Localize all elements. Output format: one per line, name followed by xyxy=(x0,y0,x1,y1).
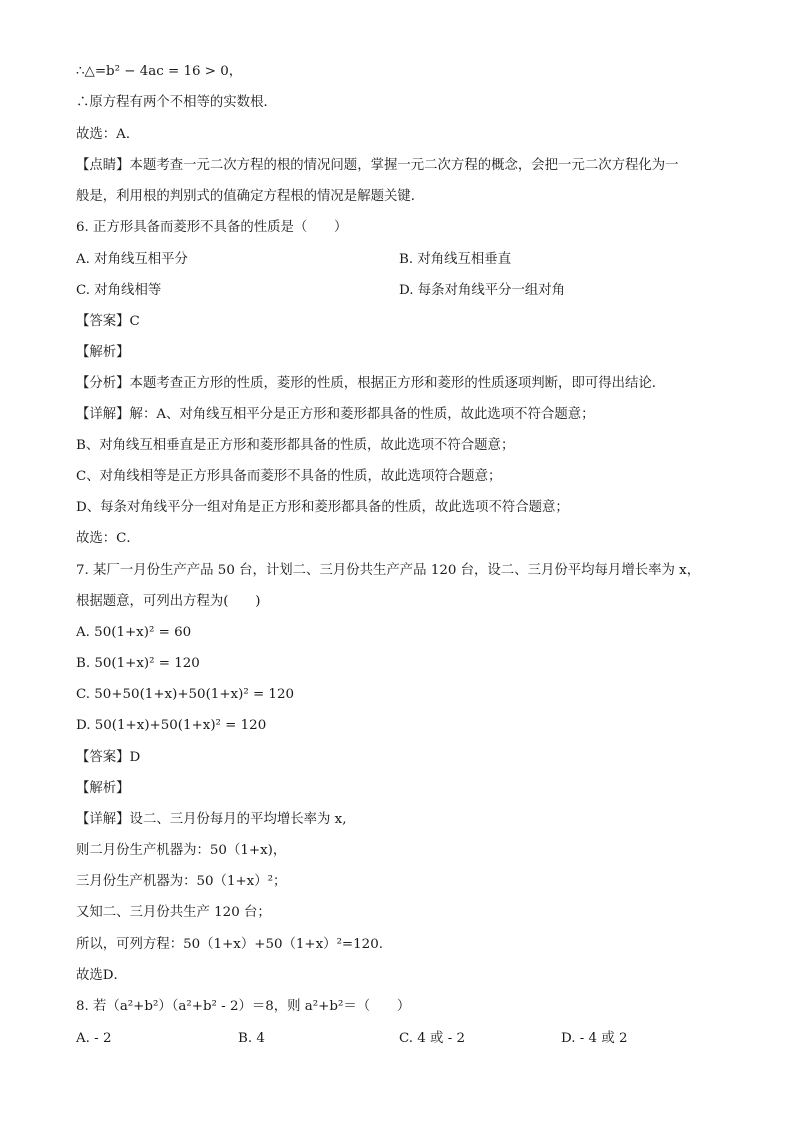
q6-choice: 故选：C． xyxy=(76,531,140,546)
conclusion-line: ∴原方程有两个不相等的实数根． xyxy=(76,95,277,110)
question-7-stem-2: 根据题意，可列出方程为( ) xyxy=(76,594,261,609)
answer-choice-line: 故选：A． xyxy=(76,127,140,142)
q6-option-c: C. 对角线相等 xyxy=(76,283,162,298)
q6-option-a: A. 对角线互相平分 xyxy=(76,252,188,267)
q7-detail-4: 又知二、三月份共生产 120 台； xyxy=(76,905,271,920)
question-6-stem: 6. 正方形具备而菱形不具备的性质是（ ） xyxy=(76,220,348,235)
q7-option-a: A. 50(1+x)² = 60 xyxy=(76,625,192,640)
q8-option-a: A. - 2 xyxy=(76,1031,112,1046)
q7-option-c: C. 50+50(1+x)+50(1+x)² = 120 xyxy=(76,687,294,702)
comment-line-1: 【点睛】本题考查一元二次方程的根的情况问题，掌握一元二次方程的概念，会把一元二次方程化为一 xyxy=(76,158,679,173)
discriminant-line: ∴△=b² − 4ac = 16 > 0， xyxy=(76,64,243,79)
q8-option-d: D. - 4 或 2 xyxy=(561,1031,628,1046)
q7-analysis-heading: 【解析】 xyxy=(76,781,130,796)
q7-detail-3: 三月份生产机器为：50（1+x）²； xyxy=(76,874,287,889)
question-7-stem-1: 7. 某厂一月份生产产品 50 台，计划二、三月份共生产产品 120 台，设二、三月份平均每月增长率为 x， xyxy=(76,563,701,578)
q6-analysis: 【分析】本题考查正方形的性质，菱形的性质，根据正方形和菱形的性质逐项判断，即可得出结论． xyxy=(76,376,666,391)
q7-option-b: B. 50(1+x)² = 120 xyxy=(76,656,200,671)
q7-detail-2: 则二月份生产机器为：50（1+x)， xyxy=(76,843,287,858)
q8-option-c: C. 4 或 - 2 xyxy=(399,1031,466,1046)
q7-option-d: D. 50(1+x)+50(1+x)² = 120 xyxy=(76,718,267,733)
q7-detail-1: 【详解】设二、三月份每月的平均增长率为 x, xyxy=(76,812,347,827)
q6-detail-b: B、对角线互相垂直是正方形和菱形都具备的性质，故此选项不符合题意； xyxy=(76,438,515,453)
q6-detail-d: D、每条对角线平分一组对角是正方形和菱形都具备的性质，故此选项不符合题意； xyxy=(76,500,569,515)
comment-line-2: 般是，利用根的判别式的值确定方程根的情况是解题关键． xyxy=(76,189,425,204)
q6-option-b: B. 对角线互相垂直 xyxy=(399,252,512,267)
q7-choice: 故选D． xyxy=(76,968,127,983)
q8-option-b: B. 4 xyxy=(238,1031,265,1046)
q7-answer: 【答案】D xyxy=(76,750,141,765)
question-8-stem: 8. 若（a²+b²）（a²+b² - 2）＝8，则 a²+b²＝（ ） xyxy=(76,999,411,1014)
q6-detail-a: 【详解】解：A、对角线互相平分是正方形和菱形都具备的性质，故此选项不符合题意； xyxy=(76,407,595,422)
q6-analysis-heading: 【解析】 xyxy=(76,345,130,360)
q6-answer: 【答案】C xyxy=(76,314,140,329)
q6-detail-c: C、对角线相等是正方形具备而菱形不具备的性质，故此选项符合题意； xyxy=(76,469,502,484)
q7-detail-5: 所以，可列方程：50（1+x）+50（1+x）²=120. xyxy=(76,937,383,952)
q6-option-d: D. 每条对角线平分一组对角 xyxy=(399,283,566,298)
